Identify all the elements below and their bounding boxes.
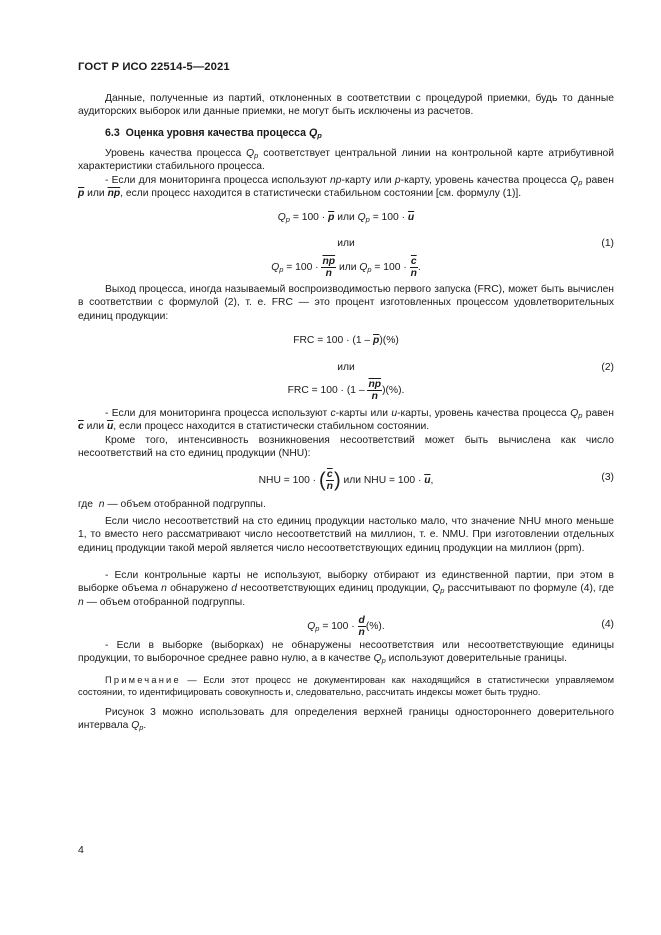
formula-2-line-2: FRC = 100 · (1 – $\frac{\overline{np}}{n}$ )(%).	[287, 379, 405, 402]
paragraph-where-n: где n — объем отобранной подгруппы.	[78, 499, 266, 510]
formula-1-line-2: $Q_p = 100$ · $\frac{\overline{np}}{n}$ или $Q_p = 100$ · $\frac{\overline{c}}{n}$ .	[271, 256, 421, 279]
paragraph-figure-3: Рисунок 3 можно использовать для определения верхней границы одностороннего доверительного интервала $Q_p$.	[78, 707, 614, 733]
formula-2-line-1: FRC = $100 \cdot (1 - \overline{p})(\%)$	[293, 335, 399, 346]
formula-1-number: (1)	[601, 238, 614, 249]
note: Примечание — Если этот процесс не документирован как находящийся в статистически управляемом состоянии, то идентифицировать совокупность и, следовательно, рассчитать индексы может быть трудно.	[78, 675, 614, 698]
formula-4: $Q_p = 100$ · $\frac{d}{n}$ (%).	[307, 615, 385, 638]
formula-1-or: или	[337, 238, 355, 249]
paragraph-nmu: Если число несоответствий на сто единиц продукции настолько мало, что значение NHU много меньше 1, то вместо него рассматривают число несоответствий на миллион, т. е. NMU. При изготовлении отдельных единиц продукции такой мерой является число несоответствующих единиц продукции на миллион (ppm).	[78, 516, 614, 554]
paragraph-no-charts: - Если контрольные карты не используют, выборку отбирают из единственной партии, при этом в выборке объема n обнаружено d несоответствующих единиц продукции, $Q_p$ рассчитывают по формуле (4), где n — объем отобранной подгруппы.	[78, 570, 614, 608]
paragraph-np-p-chart: - Если для мониторинга процесса используют np-карту или p-карту, уровень качества процесса $Q_p$ равен $\overline{p}$ или $\overline{np}$, если процесс находится в статистически стабильном состоянии [см. формулу (1)].	[78, 175, 614, 200]
formula-4-number: (4)	[601, 619, 614, 630]
paragraph-nhu: Кроме того, интенсивность возникновения несоответствий может быть вычислена как число несоответствий на сто единиц продукции (NHU):	[78, 435, 614, 460]
paragraph-frc: Выход процесса, иногда называемый воспроизводимостью первого запуска (FRC), может быть вычислен в соответствии с формулой (2), т. е. FRC — это процент изготовленных процессом удовлетворительных единиц продукции:	[78, 284, 614, 322]
page-number: 4	[78, 844, 84, 856]
formula-2-or: или	[337, 362, 355, 373]
standard-header: ГОСТ Р ИСО 22514-5—2021	[78, 61, 230, 73]
formula-3-number: (3)	[601, 472, 614, 483]
intro-paragraph: Данные, полученные из партий, отклоненных в соответствии с процедурой приемки, будь то данные аудиторских выборок или данные приемки, не могут быть исключены из расчетов.	[78, 93, 614, 118]
paragraph-qp-definition: Уровень качества процесса $Q_p$ соответствует центральной линии на контрольной карте атрибутивной характеристики стабильного процесса.	[78, 148, 614, 173]
formula-1-line-1: $Q_p = 100 \cdot \overline{p}$ или $Q_p = 100 \cdot \overline{u}$	[277, 212, 415, 224]
section-heading: 6.3 Оценка уровня качества процесса $Q_p$	[105, 127, 322, 140]
formula-2-number: (2)	[601, 362, 614, 373]
paragraph-c-u-chart: - Если для мониторинга процесса используют c-карты или u-карты, уровень качества процесса $Q_p$ равен $\overline{c}$ или $\overline{u}$, если процесс находится в статистически стабильном состоянии.	[78, 408, 614, 433]
note-label: Примечание	[105, 675, 181, 685]
formula-3: NHU = 100 · ( $\frac{\overline{c}}{n}$ ) или NHU = $100 \cdot \overline{u}$,	[258, 469, 434, 492]
paragraph-zero-mean: - Если в выборке (выборках) не обнаружены несоответствия или несоответствующие единицы продукции, то выборочное среднее равно нулю, а в качестве $Q_p$ используют доверительные границы.	[78, 640, 614, 666]
